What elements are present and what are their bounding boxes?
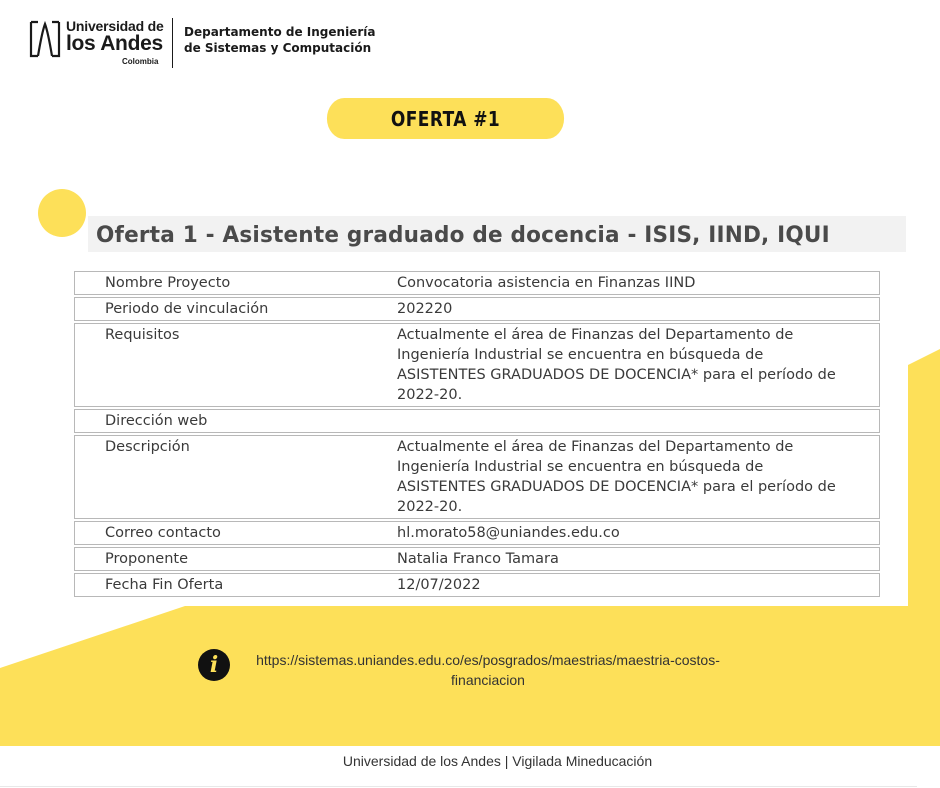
footer-text: Universidad de los Andes | Vigilada Mineducación: [342, 753, 653, 769]
row-value: Convocatoria asistencia en Finanzas IIND: [367, 271, 880, 295]
logo-andes-text: los Andes: [66, 32, 163, 55]
department-name: [184, 24, 375, 56]
andes-mountain-icon: [28, 18, 62, 60]
contact-email[interactable]: hl.morato58@uniandes.edu.co: [367, 521, 880, 545]
row-value: Natalia Franco Tamara: [367, 547, 880, 571]
row-value: 202220: [367, 297, 880, 321]
table-row: [74, 547, 880, 571]
offer-title-bar: [88, 216, 906, 252]
department-line-2: de Sistemas y Computación: [184, 41, 372, 55]
table-row: [74, 409, 880, 433]
program-link[interactable]: https://sistemas.uniandes.edu.co/es/posgrados/maestrias/maestria-costos-financiacion: [256, 652, 720, 688]
row-label: Dirección web: [74, 409, 367, 433]
logo-university-text: Universidad de: [66, 18, 164, 34]
logo-divider: [172, 18, 173, 68]
logo-country-text: Colombia: [122, 57, 159, 66]
table-row: [74, 297, 880, 321]
university-logo[interactable]: [28, 16, 388, 70]
offer-title: Oferta 1 - Asistente graduado de docencia - ISIS, IIND, IQUI: [96, 223, 830, 248]
row-value[interactable]: [367, 409, 880, 433]
table-row: [74, 323, 880, 407]
row-label: Correo contacto: [74, 521, 367, 545]
row-label: Descripción: [74, 435, 367, 519]
decorative-dot: [38, 189, 86, 237]
table-row: [74, 573, 880, 597]
row-label: Nombre Proyecto: [74, 271, 367, 295]
row-label: Periodo de vinculación: [74, 297, 367, 321]
row-label: Fecha Fin Oferta: [74, 573, 367, 597]
row-label: Proponente: [74, 547, 367, 571]
offer-details-table: [74, 269, 880, 599]
department-line-1: Departamento de Ingeniería: [184, 25, 376, 39]
row-label: Requisitos: [74, 323, 367, 407]
row-value: Actualmente el área de Finanzas del Departamento de Ingeniería Industrial se encuentra en búsqueda de ASISTENTES GRADUADOS DE DOCENCIA* para el período de 2022-20.: [367, 435, 880, 519]
row-value: Actualmente el área de Finanzas del Departamento de Ingeniería Industrial se encuentra en búsqueda de ASISTENTES GRADUADOS DE DOCENCIA* para el período de 2022-20.: [367, 323, 880, 407]
table-row: [74, 521, 880, 545]
row-value: 12/07/2022: [367, 573, 880, 597]
table-row: [74, 271, 880, 295]
table-row: [74, 435, 880, 519]
offer-badge: OFERTA #1: [327, 98, 564, 139]
info-icon: i: [198, 649, 230, 681]
footer-divider: [0, 786, 917, 787]
